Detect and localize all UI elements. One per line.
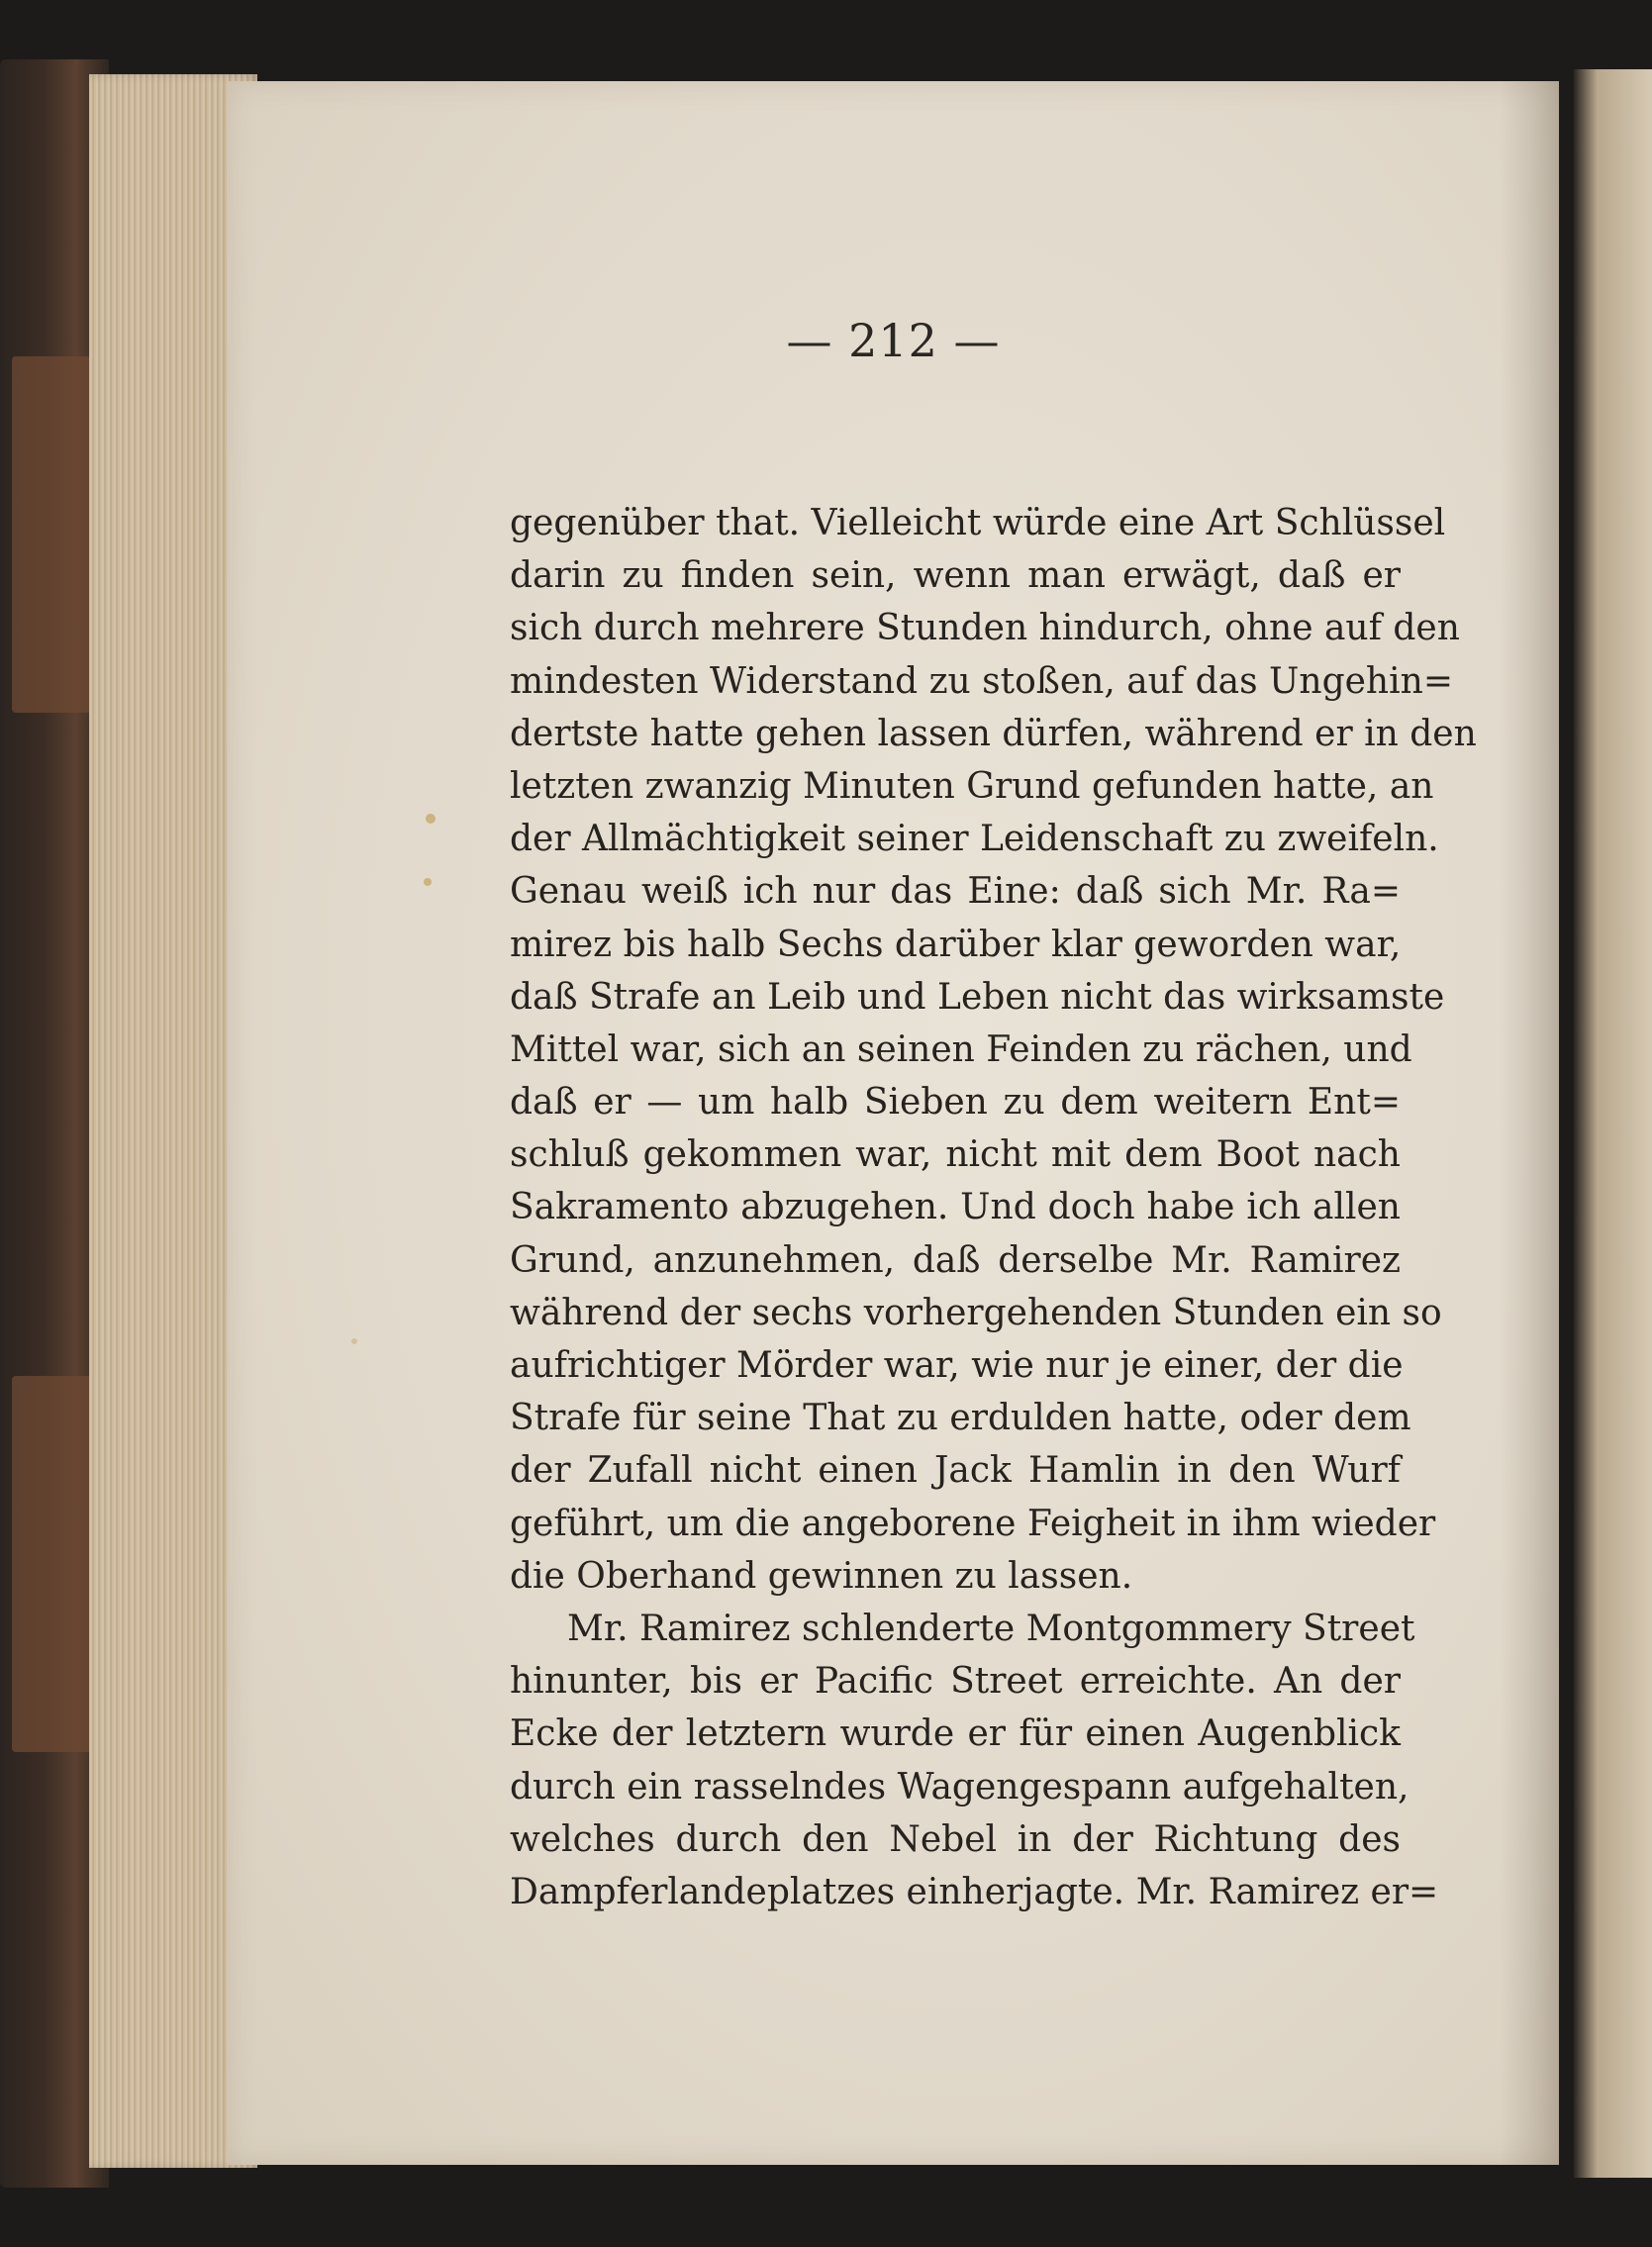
text-line: geführt, um die angeborene Feigheit in ihm wieder (510, 1503, 1436, 1544)
text-line: Ecke der letztern wurde er für einen Augenblick (510, 1713, 1401, 1755)
text-line: Grund, anzunehmen, daß derselbe Mr. Ramirez (510, 1239, 1401, 1281)
text-line: Sakramento abzugehen. Und doch habe ich allen (510, 1187, 1401, 1228)
text-line: Strafe für seine That zu erdulden hatte, oder dem (510, 1398, 1411, 1439)
text-line: aufrichtiger Mörder war, wie nur je einer, der die (510, 1345, 1404, 1386)
text-line: mirez bis halb Sechs darüber klar geworden war, (510, 924, 1402, 965)
text-line: daß er — um halb Sieben zu dem weitern Ent= (510, 1082, 1401, 1124)
text-line: Mr. Ramirez schlenderte Montgommery Street (567, 1608, 1415, 1649)
text-line: sich durch mehrere Stunden hindurch, ohne auf den (510, 608, 1460, 649)
text-line: welches durch den Nebel in der Richtung des (510, 1818, 1401, 1860)
text-line: darin zu finden sein, wenn man erwägt, daß er (510, 555, 1401, 597)
text-line: durch ein rasselndes Wagengespann aufgehalten, (510, 1766, 1409, 1807)
paper-speck (424, 878, 432, 886)
body-text (510, 497, 1477, 1918)
next-page-edge (1574, 69, 1652, 2178)
text-line: dertste hatte gehen lassen dürfen, während er in den (510, 713, 1477, 754)
text-line: hinunter, bis er Pacific Street erreichte. An der (510, 1661, 1401, 1703)
gutter-shadow (1500, 81, 1559, 2165)
text-line: Dampferlandeplatzes einherjagte. Mr. Ramirez er= (510, 1871, 1439, 1912)
page-number: — 212 — (786, 314, 1001, 367)
paper-speck (426, 814, 436, 824)
text-line: die Oberhand gewinnen zu lassen. (510, 1555, 1133, 1597)
paper-speck (351, 1338, 357, 1344)
text-line: Genau weiß ich nur das Eine: daß sich Mr. Ra= (510, 871, 1401, 913)
text-line: letzten zwanzig Minuten Grund gefunden hatte, an (510, 765, 1434, 807)
text-line: gegenüber that. Vielleicht würde eine Art Schlüssel (510, 503, 1446, 543)
text-line: mindesten Widerstand zu stoßen, auf das Ungehin= (510, 660, 1453, 702)
text-line: der Allmächtigkeit seiner Leidenschaft zu zweifeln. (510, 819, 1439, 860)
cover-wear-patch (12, 356, 91, 713)
cover-wear-patch (12, 1376, 91, 1752)
text-line: während der sechs vorhergehenden Stunden ein so (510, 1292, 1442, 1333)
text-line: schluß gekommen war, nicht mit dem Boot nach (510, 1134, 1401, 1176)
text-line: daß Strafe an Leib und Leben nicht das wirksamste (510, 976, 1445, 1018)
text-line: Mittel war, sich an seinen Feinden zu rächen, und (510, 1028, 1412, 1070)
text-line: der Zufall nicht einen Jack Hamlin in den Wurf (510, 1450, 1401, 1492)
book-page (228, 81, 1559, 2165)
